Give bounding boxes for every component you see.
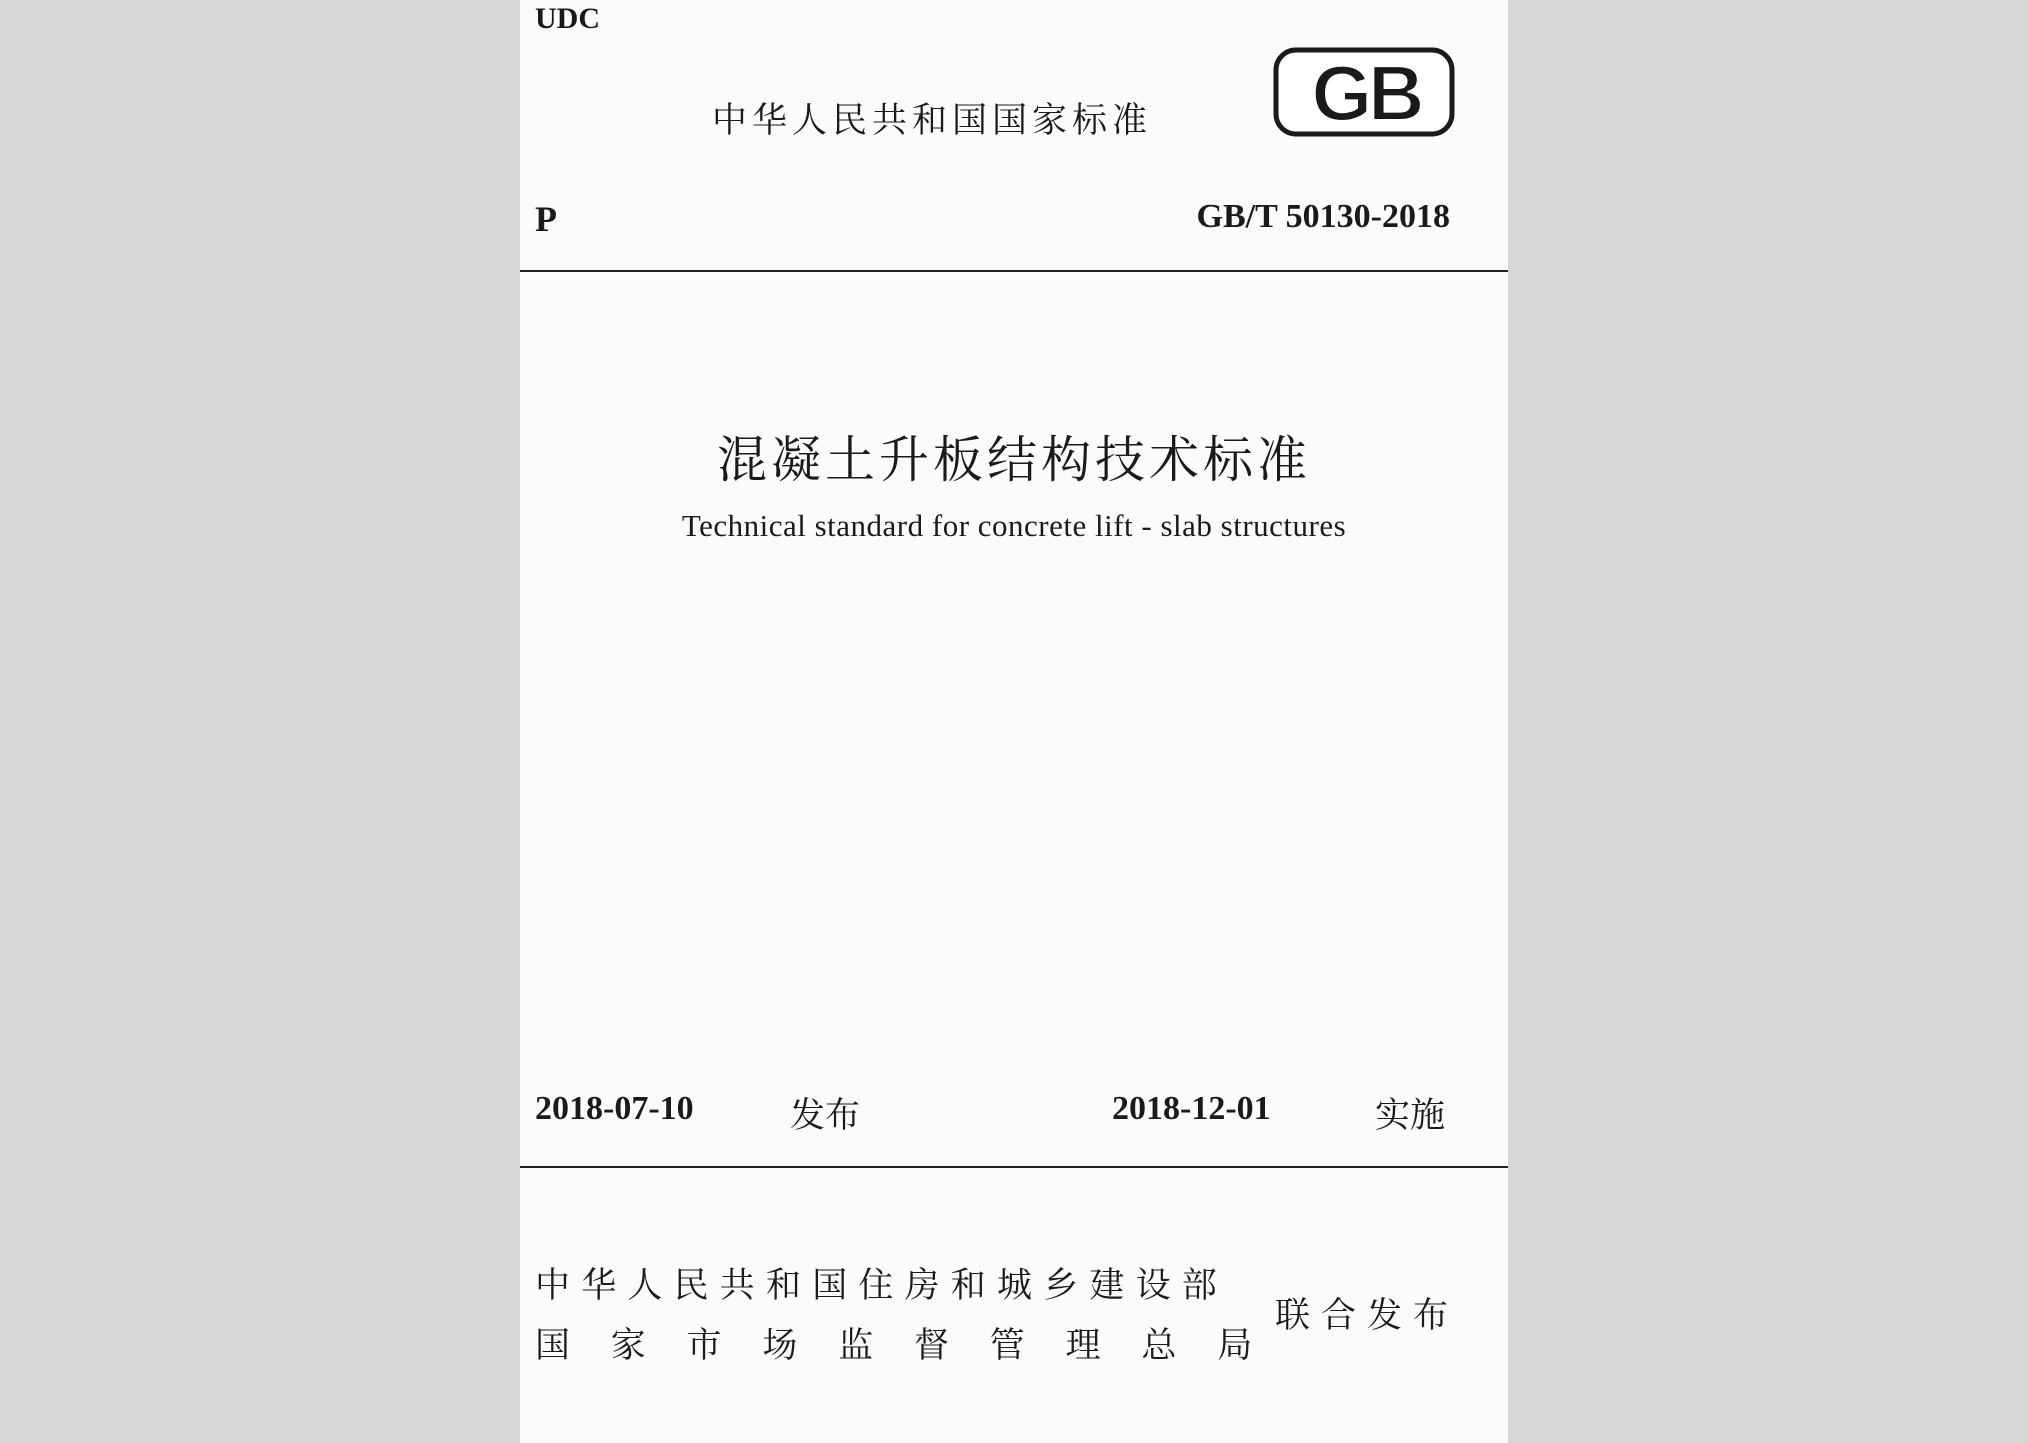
standard-cover-page	[520, 0, 1508, 1443]
org-title: 中华人民共和国国家标准	[712, 101, 1153, 141]
issue-date: 2018-07-10	[535, 1090, 694, 1127]
standard-number: GB/T 50130-2018	[1196, 198, 1450, 235]
divider-bottom	[520, 1166, 1508, 1168]
joint-issue-label: 联合发布	[1275, 1296, 1460, 1336]
issuer-administration: 国家市场监督管理总局	[535, 1326, 1294, 1366]
udc-label: UDC	[535, 2, 600, 35]
title-english: Technical standard for concrete lift - slab structures	[681, 508, 1347, 543]
issue-label: 发布	[790, 1096, 861, 1136]
implement-label: 实施	[1375, 1096, 1446, 1136]
svg-text:GB: GB	[1311, 49, 1421, 137]
gb-logo-icon	[1272, 42, 1460, 142]
category-code: P	[535, 199, 557, 239]
divider-top	[520, 270, 1508, 272]
implement-date: 2018-12-01	[1112, 1090, 1271, 1127]
title-chinese: 混凝土升板结构技术标准	[717, 431, 1311, 489]
issuer-ministry: 中华人民共和国住房和城乡建设部	[535, 1266, 1229, 1306]
